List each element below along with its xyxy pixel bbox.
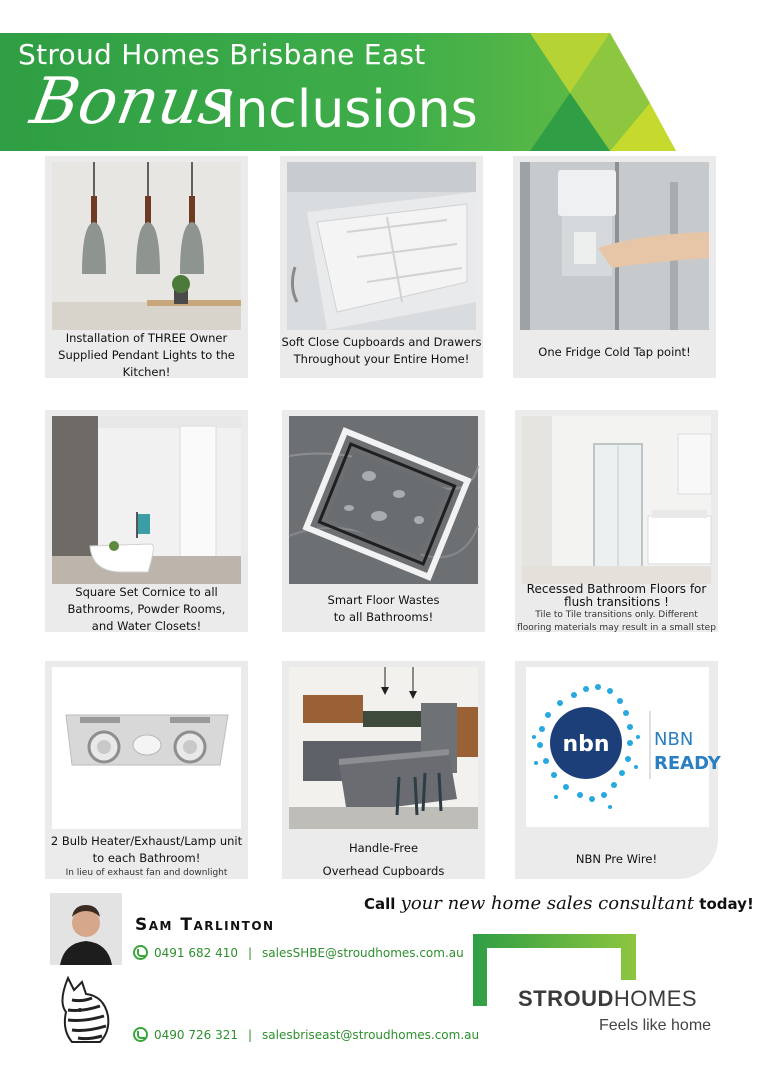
phone-number[interactable]: 0491 682 410	[154, 945, 238, 960]
header-script-word: Bonus	[25, 65, 240, 139]
kitchen-image	[289, 667, 478, 829]
shower-image	[522, 416, 711, 584]
card-floor-wastes	[282, 410, 485, 632]
card-soft-close	[280, 156, 483, 378]
contact-row-2	[133, 1027, 479, 1042]
card-pendant-lights	[45, 156, 248, 378]
stroud-homes-wordmark	[518, 986, 697, 1012]
card-caption-line: and Water Closets!	[91, 619, 202, 633]
nbn-ready-badge	[526, 667, 721, 827]
call-to-action	[364, 893, 754, 914]
wordmark-bold: STROUD	[518, 986, 614, 1011]
consultant-name: Sam Tarlinton	[135, 915, 275, 935]
card-caption-line: Supplied Pendant Lights to the	[58, 348, 235, 362]
email-address[interactable]: salesSHBE@stroudhomes.com.au	[262, 945, 464, 960]
card-caption-line: Handle-Free	[348, 841, 419, 855]
card-recessed-floors	[515, 410, 718, 632]
card-handle-free	[282, 661, 485, 879]
card-caption-line: NBN Pre Wire!	[575, 852, 658, 866]
email-address[interactable]: salesbriseast@stroudhomes.com.au	[262, 1027, 480, 1042]
card-note-line: Tile to Tile transitions only. Different	[535, 610, 698, 620]
bathroom-cornice-image	[52, 416, 241, 584]
phone-icon	[133, 945, 148, 960]
card-caption-line: Soft Close Cupboards and Drawers	[281, 335, 482, 349]
header-brand: Stroud Homes Brisbane East	[18, 38, 426, 71]
phone-number[interactable]: 0490 726 321	[154, 1027, 238, 1042]
card-nbn	[515, 661, 721, 879]
card-caption-line: Installation of THREE Owner	[65, 331, 228, 345]
cta-script: your new home sales consultant	[400, 893, 695, 914]
card-caption-line: Kitchen!	[122, 365, 171, 379]
card-fridge-tap	[513, 156, 716, 378]
wordmark-light: HOMES	[613, 986, 698, 1011]
pendant-lights-image	[52, 162, 241, 330]
cta-start: Call	[364, 895, 396, 913]
card-caption-line: to all Bathrooms!	[333, 610, 434, 624]
floor-waste-image	[289, 416, 478, 584]
nbn-line2: READY	[654, 753, 721, 774]
card-caption-line: 2 Bulb Heater/Exhaust/Lamp unit	[50, 834, 243, 848]
cta-end: today!	[699, 895, 754, 913]
separator: |	[247, 1027, 253, 1042]
card-square-cornice	[45, 410, 248, 632]
consultant-avatar	[50, 893, 122, 965]
contact-row-1	[133, 945, 464, 960]
card-caption-line: Throughout your Entire Home!	[293, 352, 470, 366]
card-note-line: flooring materials may result in a small step	[517, 623, 716, 633]
card-caption-line: to each Bathroom!	[92, 851, 201, 865]
card-caption-line: Recessed Bathroom Floors for	[526, 582, 707, 596]
header-title-word: Inclusions	[220, 80, 478, 140]
svg-text:nbn: nbn	[562, 732, 610, 757]
card-caption-line: One Fridge Cold Tap point!	[538, 345, 691, 359]
fridge-image	[520, 162, 709, 330]
card-caption-line: Smart Floor Wastes	[327, 593, 440, 607]
nbn-line1: NBN	[654, 729, 694, 750]
card-caption-line: flush transitions !	[564, 595, 669, 609]
card-note-line: In lieu of exhaust fan and downlight	[65, 868, 228, 878]
brand-tagline: Feels like home	[599, 1017, 712, 1034]
card-caption-line: Square Set Cornice to all	[75, 585, 218, 599]
card-heater-exhaust	[45, 661, 248, 879]
separator: |	[247, 945, 253, 960]
heater-unit-image	[52, 667, 241, 829]
phone-icon	[133, 1027, 148, 1042]
card-caption-line: Bathrooms, Powder Rooms,	[67, 602, 226, 616]
drawer-image	[287, 162, 476, 330]
card-caption-line: Overhead Cupboards	[322, 864, 445, 878]
zebra-icon	[52, 972, 122, 1047]
